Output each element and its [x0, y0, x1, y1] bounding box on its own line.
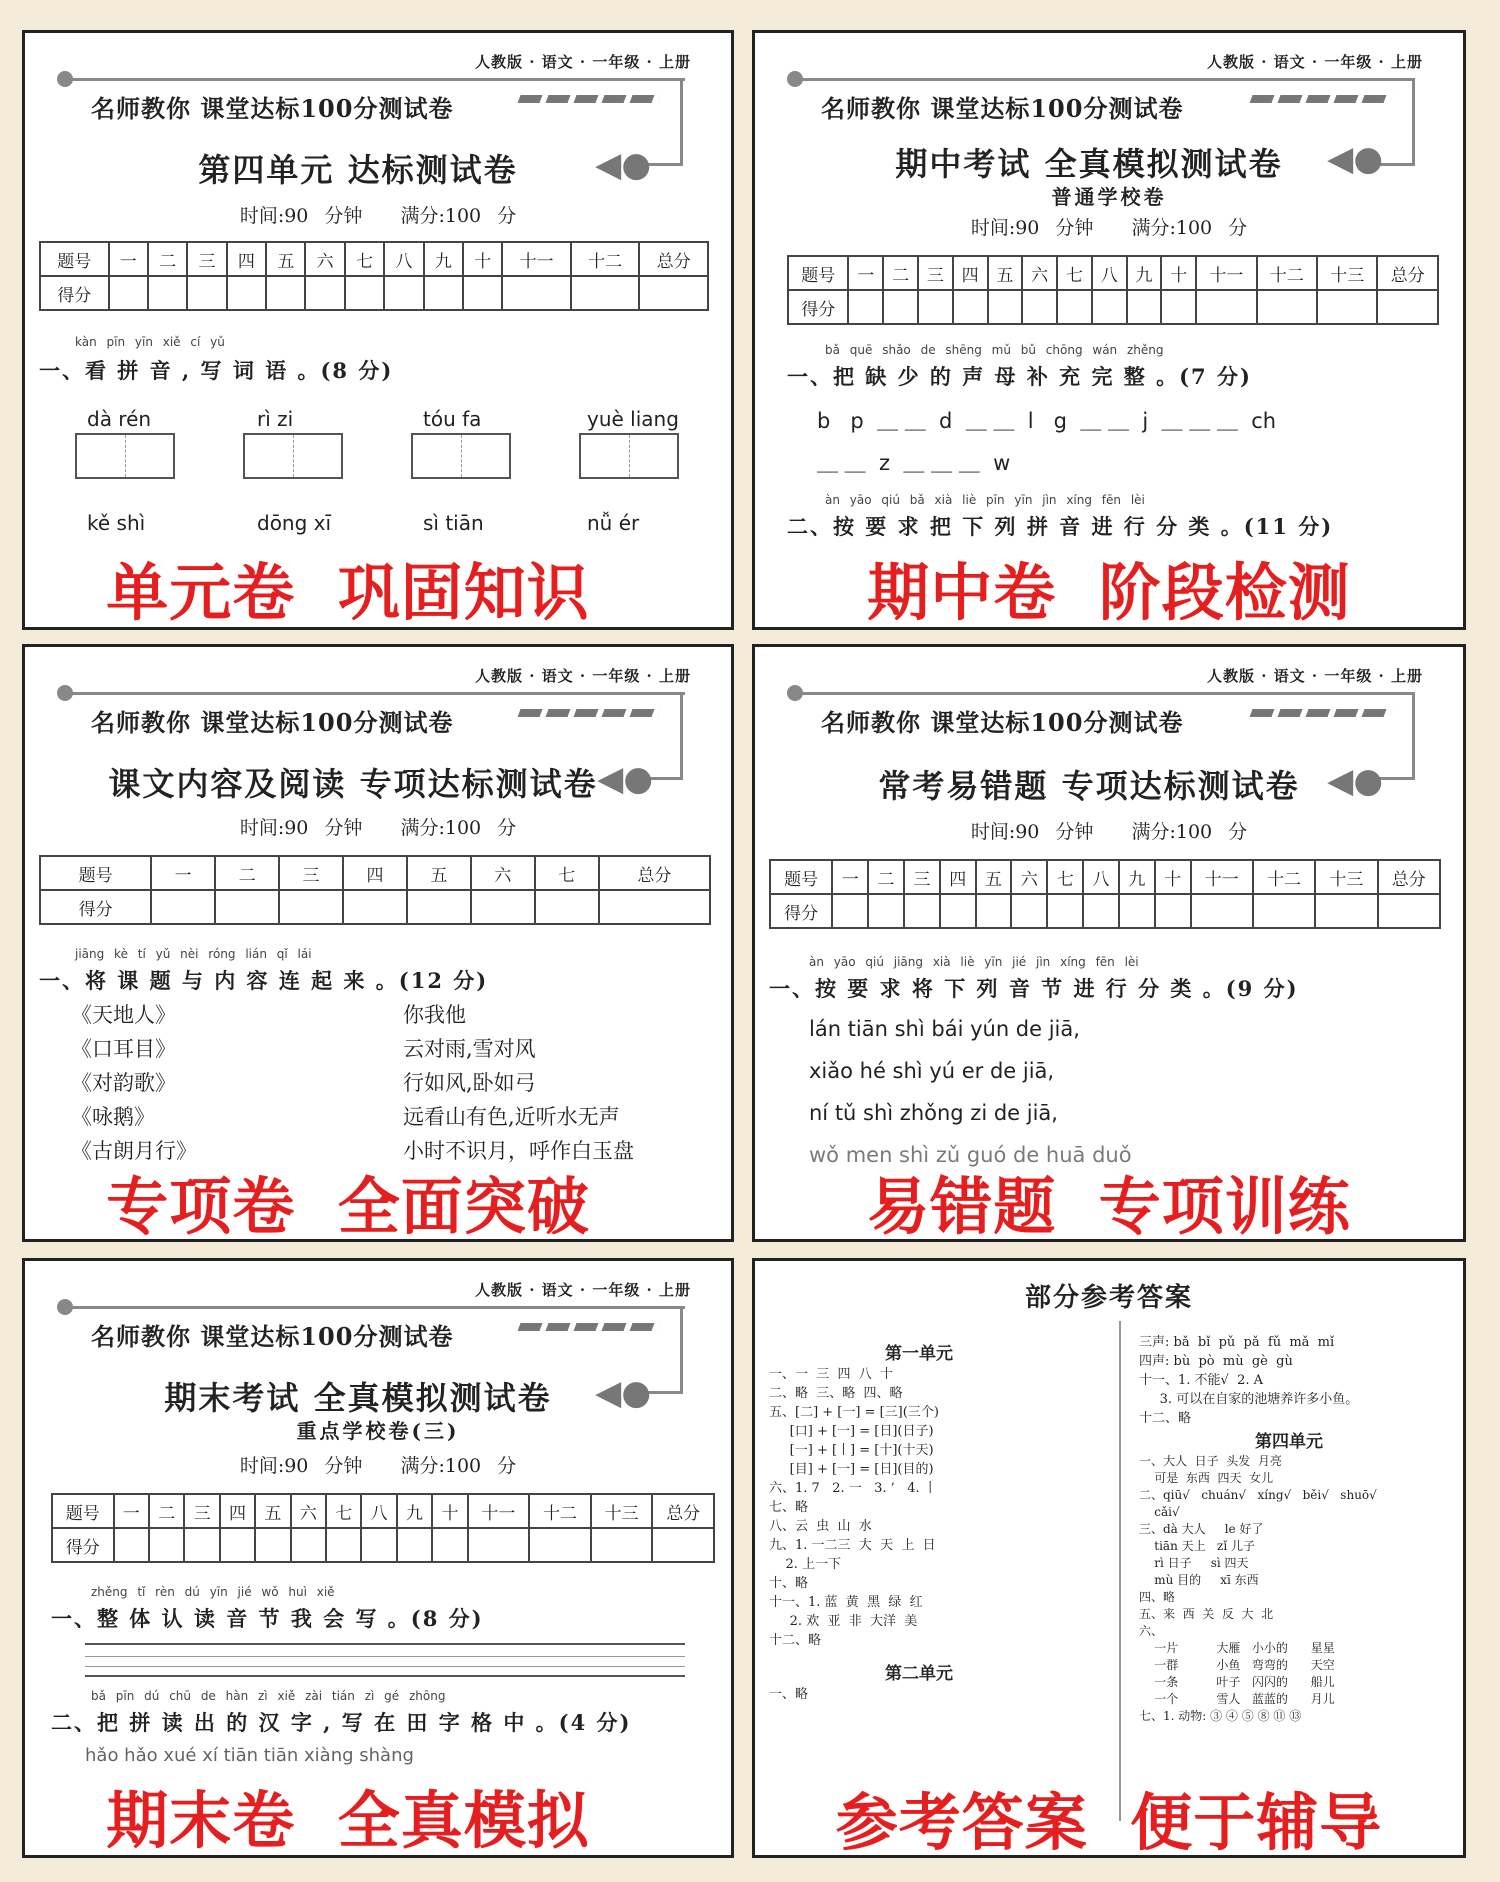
- score-cell: [345, 276, 384, 310]
- decorative-dashes: [518, 709, 661, 717]
- time-label: 时间:90 分钟: [239, 1455, 363, 1477]
- header-label-cell: 题号: [788, 256, 848, 290]
- card-midterm-test: [752, 30, 1466, 630]
- score-label-cell: 得分: [40, 890, 151, 924]
- lesson-title: 《天地人》: [71, 1003, 176, 1027]
- score-cell: [883, 290, 918, 324]
- score-cell: [343, 890, 407, 924]
- decorative-line: [65, 692, 685, 695]
- promo-banner: 专项卷 全面突破: [106, 1170, 590, 1242]
- question-pinyin: kàn pīn yīn xiě cí yǔ: [75, 335, 225, 349]
- question-number-cell: 十: [1161, 256, 1196, 290]
- question-number-cell: 七: [1047, 860, 1083, 894]
- question-1: 一、将 课 题 与 内 容 连 起 来 。(12 分): [39, 968, 489, 993]
- score-cell: [114, 1528, 149, 1562]
- test-title: 常考易错题 专项达标测试卷: [878, 767, 1300, 805]
- series-title: 名师教你 课堂达标100分测试卷: [821, 708, 1184, 737]
- answer-text: 三声: bǎ bǐ pǔ pǎ fǔ mǎ mǐ 四声: bù pò mù gè gù 十一、1. 不能√ 2. A 3. 可以在自家的池塘养许多小鱼。 十二、略: [1139, 1335, 1359, 1426]
- header-label-cell: 题号: [770, 860, 832, 894]
- score-cell: [1011, 894, 1047, 928]
- time-label: 时间:90 分钟: [239, 817, 363, 839]
- lesson-content: 小时不识月，呼作白玉盘: [403, 1139, 634, 1163]
- question-number-cell: 十二: [1257, 256, 1317, 290]
- question-2: 二、按 要 求 把 下 列 拼 音 进 行 分 类 。(11 分): [787, 514, 1334, 539]
- score-cell: [1161, 290, 1196, 324]
- question-pinyin: bǎ pīn dú chū de hàn zì xiě zài tián zì gé zhōng: [91, 1689, 446, 1703]
- question-number-cell: 二: [215, 856, 279, 890]
- question-number-cell: 六: [1011, 860, 1047, 894]
- score-cell: [397, 1528, 432, 1562]
- score-table: [769, 859, 1441, 929]
- time-score: [25, 1451, 731, 1478]
- question-number-cell: 八: [361, 1494, 396, 1528]
- total-label-cell: 总分: [1377, 256, 1438, 290]
- question-number-cell: 六: [291, 1494, 326, 1528]
- pinyin-sentence: xiǎo hé shì yú er de jiā,: [809, 1059, 1055, 1083]
- time-label: 时间:90 分钟: [970, 217, 1094, 239]
- score-cell: [279, 890, 343, 924]
- question-number-cell: 五: [976, 860, 1012, 894]
- question-number-cell: 四: [940, 860, 976, 894]
- question-number-cell: 一: [832, 860, 868, 894]
- question-number-cell: 七: [345, 242, 384, 276]
- question-number-cell: 六: [471, 856, 535, 890]
- question-number-cell: 三: [918, 256, 953, 290]
- score-cell: [407, 890, 471, 924]
- score-label-cell: 得分: [788, 290, 848, 324]
- score-cell: [109, 276, 148, 310]
- question-number-cell: 五: [266, 242, 305, 276]
- question-number-cell: 七: [1057, 256, 1092, 290]
- score-table: [39, 241, 709, 311]
- card-final-exam: [22, 1258, 734, 1858]
- score-table: [51, 1493, 715, 1563]
- score-cell: [832, 894, 868, 928]
- question-number-cell: 八: [384, 242, 423, 276]
- question-number-cell: 三: [187, 242, 226, 276]
- arrow-icon: ◀●: [1327, 139, 1383, 179]
- score-cell: [432, 1528, 467, 1562]
- question-number-cell: 二: [148, 242, 187, 276]
- arrow-icon: ◀●: [597, 759, 653, 799]
- question-1: 一、看 拼 音 , 写 词 语 。(8 分): [39, 358, 394, 383]
- question-number-cell: 九: [397, 1494, 432, 1528]
- full-score-label: 满分:100 分: [1131, 821, 1248, 843]
- pinyin-sentence: lán tiān shì bái yún de jiā,: [809, 1017, 1080, 1041]
- question-number-cell: 一: [151, 856, 215, 890]
- edition-label: 人教版 · 语文 · 一年级 · 上册: [474, 1281, 691, 1299]
- pinyin-word: nǚ ér: [587, 511, 640, 535]
- edition-label: 人教版 · 语文 · 一年级 · 上册: [1206, 53, 1423, 71]
- score-cell: [591, 1528, 653, 1562]
- question-2: 二、把 拼 读 出 的 汉 字 , 写 在 田 字 格 中 。(4 分): [51, 1710, 632, 1735]
- score-cell: [151, 890, 215, 924]
- pinyin-word: rì zi: [257, 407, 294, 431]
- question-number-cell: 二: [149, 1494, 184, 1528]
- pinyin-word: yuè liang: [587, 407, 679, 431]
- question-number-cell: 十三: [1315, 860, 1377, 894]
- question-number-cell: 十二: [529, 1494, 591, 1528]
- score-cell: [639, 276, 708, 310]
- answer-text: 一、略: [769, 1687, 809, 1702]
- question-number-cell: 二: [868, 860, 904, 894]
- full-score-label: 满分:100 分: [400, 205, 517, 227]
- arrow-icon: ◀●: [595, 145, 651, 185]
- question-number-cell: 九: [1127, 256, 1162, 290]
- question-number-cell: 九: [424, 242, 463, 276]
- question-number-cell: 三: [184, 1494, 219, 1528]
- lesson-title: 《咏鹅》: [71, 1105, 155, 1129]
- decorative-line: [795, 78, 1415, 81]
- question-number-cell: 七: [326, 1494, 361, 1528]
- score-cell: [361, 1528, 396, 1562]
- test-title: 期中考试 全真模拟测试卷: [895, 145, 1283, 183]
- score-cell: [1196, 290, 1256, 324]
- score-cell: [529, 1528, 591, 1562]
- pinyin-sentence: ní tǔ shì zhǒng zi de jiā,: [809, 1101, 1058, 1125]
- lesson-content: 云对雨,雪对风: [403, 1037, 536, 1061]
- question-number-cell: 十: [463, 242, 502, 276]
- promo-banner: 单元卷 巩固知识: [106, 556, 590, 629]
- score-label-cell: 得分: [52, 1528, 114, 1562]
- score-cell: [1022, 290, 1057, 324]
- score-cell: [266, 276, 305, 310]
- score-cell: [384, 276, 423, 310]
- writing-grid: [411, 433, 511, 479]
- question-number-cell: 四: [227, 242, 266, 276]
- unit-heading: 第四单元: [1255, 1432, 1323, 1452]
- card-error-prone-test: [752, 644, 1466, 1242]
- score-cell: [1315, 894, 1377, 928]
- question-number-cell: 十一: [502, 242, 571, 276]
- score-cell: [652, 1528, 714, 1562]
- lesson-content: 你我他: [403, 1003, 466, 1027]
- decorative-dashes: [1250, 95, 1393, 103]
- header-label-cell: 题号: [52, 1494, 114, 1528]
- writing-grid: [75, 433, 175, 479]
- score-cell: [424, 276, 463, 310]
- test-title: 期末考试 全真模拟测试卷: [164, 1379, 552, 1417]
- total-label-cell: 总分: [652, 1494, 714, 1528]
- score-cell: [599, 890, 710, 924]
- score-cell: [326, 1528, 361, 1562]
- question-number-cell: 五: [988, 256, 1023, 290]
- writing-lines: [85, 1643, 685, 1677]
- question-number-cell: 四: [343, 856, 407, 890]
- question-number-cell: 三: [279, 856, 343, 890]
- score-cell: [1317, 290, 1377, 324]
- question-number-cell: 十: [1155, 860, 1191, 894]
- unit-heading: 第二单元: [885, 1664, 953, 1684]
- question-number-cell: 八: [1083, 860, 1119, 894]
- unit-heading: 第一单元: [885, 1344, 953, 1364]
- question-number-cell: 六: [305, 242, 344, 276]
- time-label: 时间:90 分钟: [970, 821, 1094, 843]
- score-cell: [1377, 290, 1438, 324]
- decorative-dashes: [518, 95, 661, 103]
- question-number-cell: 十: [432, 1494, 467, 1528]
- promo-banner: 期中卷 阶段检测: [867, 556, 1351, 629]
- score-cell: [571, 276, 640, 310]
- score-cell: [215, 890, 279, 924]
- full-score-label: 满分:100 分: [400, 1455, 517, 1477]
- card-reading-test: [22, 644, 734, 1242]
- question-number-cell: 七: [535, 856, 599, 890]
- decorative-line: [795, 692, 1415, 695]
- lesson-content: 远看山有色,近听水无声: [403, 1105, 620, 1129]
- score-cell: [471, 890, 535, 924]
- score-cell: [1083, 894, 1119, 928]
- score-table: [39, 855, 711, 925]
- question-pinyin: zhěng tǐ rèn dú yīn jié wǒ huì xiě: [91, 1585, 335, 1599]
- question-number-cell: 十一: [1196, 256, 1256, 290]
- total-label-cell: 总分: [599, 856, 710, 890]
- score-cell: [1378, 894, 1440, 928]
- time-label: 时间:90 分钟: [239, 205, 363, 227]
- test-subtitle: 重点学校卷(三): [296, 1419, 460, 1443]
- pinyin-word: sì tiān: [423, 511, 484, 535]
- score-cell: [255, 1528, 290, 1562]
- pinyin-word: dà rén: [87, 407, 152, 431]
- question-number-cell: 十三: [591, 1494, 653, 1528]
- score-cell: [868, 894, 904, 928]
- card-answer-key: [752, 1258, 1466, 1858]
- question-number-cell: 五: [255, 1494, 290, 1528]
- question-number-cell: 一: [114, 1494, 149, 1528]
- time-score: [755, 817, 1463, 844]
- series-title: 名师教你 课堂达标100分测试卷: [91, 94, 454, 123]
- answer-text: 一、一 三 四 八 十 二、略 三、略 四、略 五、[二] + [一] = [三](三个) [口] + [一] = [日](日子) [一] + [丨] = [十](十天) [目] + [一] = [日](目的) 六、1. 7 2. 一 3. ’ 4. 丨 七、略 八、云 虫 山 水 九、1. 一二三 大 天 上 日 2. 上一下 十、略 十一、1. 蓝 黄 黑 绿 红 2. 欢 亚 非 大洋 美 十二、略: [769, 1367, 939, 1648]
- question-number-cell: 五: [407, 856, 471, 890]
- lesson-content: 行如风,卧如弓: [403, 1071, 536, 1095]
- score-cell: [953, 290, 988, 324]
- lesson-title: 《口耳目》: [71, 1037, 176, 1061]
- question-number-cell: 十二: [1253, 860, 1315, 894]
- score-cell: [305, 276, 344, 310]
- score-cell: [1253, 894, 1315, 928]
- score-cell: [1047, 894, 1083, 928]
- question-number-cell: 二: [883, 256, 918, 290]
- edition-label: 人教版 · 语文 · 一年级 · 上册: [474, 53, 691, 71]
- question-number-cell: 一: [109, 242, 148, 276]
- total-label-cell: 总分: [1378, 860, 1440, 894]
- full-score-label: 满分:100 分: [400, 817, 517, 839]
- question-number-cell: 一: [848, 256, 883, 290]
- pinyin-sentence: wǒ men shì zǔ guó de huā duǒ: [809, 1143, 1132, 1167]
- score-cell: [940, 894, 976, 928]
- score-cell: [184, 1528, 219, 1562]
- writing-grid: [243, 433, 343, 479]
- series-title: 名师教你 课堂达标100分测试卷: [821, 94, 1184, 123]
- question-pinyin: àn yāo qiú bǎ xià liè pīn yīn jìn xíng fēn lèi: [825, 493, 1145, 507]
- answer-text: 一、大人 日子 头发 月亮 可是 东西 四天 女儿 二、qiū√ chuán√ xíng√ běi√ shuō√ cǎi√ 三、dà 大人 le 好了 tiān 天上 zǐ 儿子 rì 日子 sì 四天 mù 目的 xī 东西 四、略 五、来 西 关 反 大 北 六、 一片 大雁 小小的 星星 一群 小鱼 弯弯的 天空 一条 叶子 闪闪的 船儿 一个 雪人 蓝蓝的 月儿 七、1. 动物: ③ ④ ⑤ ⑧ ⑪ ⑬: [1139, 1454, 1377, 1723]
- arrow-icon: ◀●: [595, 1373, 651, 1413]
- initials-line: ＿ ＿ z ＿ ＿ ＿ w: [817, 451, 1011, 475]
- question-pinyin: jiāng kè tí yǔ nèi róng lián qǐ lái: [75, 947, 312, 961]
- score-label-cell: 得分: [40, 276, 109, 310]
- promo-banner: 易错题 专项训练: [867, 1170, 1351, 1242]
- decorative-line: [65, 1306, 685, 1309]
- question-number-cell: 三: [904, 860, 940, 894]
- score-cell: [918, 290, 953, 324]
- score-cell: [502, 276, 571, 310]
- score-cell: [463, 276, 502, 310]
- lesson-title: 《古朗月行》: [71, 1139, 197, 1163]
- edition-label: 人教版 · 语文 · 一年级 · 上册: [474, 667, 691, 685]
- card-unit-test: [22, 30, 734, 630]
- score-cell: [988, 290, 1023, 324]
- edition-label: 人教版 · 语文 · 一年级 · 上册: [1206, 667, 1423, 685]
- question-number-cell: 九: [1119, 860, 1155, 894]
- test-title: 课文内容及阅读 专项达标测试卷: [108, 765, 598, 803]
- column-divider: [1119, 1321, 1121, 1821]
- question-number-cell: 八: [1092, 256, 1127, 290]
- score-cell: [1155, 894, 1191, 928]
- writing-grid: [579, 433, 679, 479]
- score-cell: [1127, 290, 1162, 324]
- pinyin-sentence: hǎo hǎo xué xí tiān tiān xiàng shàng: [85, 1745, 414, 1766]
- question-1: 一、按 要 求 将 下 列 音 节 进 行 分 类 。(9 分): [769, 976, 1299, 1001]
- test-title: 第四单元 达标测试卷: [198, 151, 518, 189]
- question-1: 一、把 缺 少 的 声 母 补 充 完 整 。(7 分): [787, 364, 1252, 389]
- score-cell: [1191, 894, 1253, 928]
- pinyin-word: kě shì: [87, 511, 146, 535]
- lesson-title: 《对韵歌》: [71, 1071, 176, 1095]
- question-number-cell: 十三: [1317, 256, 1377, 290]
- question-number-cell: 四: [953, 256, 988, 290]
- header-label-cell: 题号: [40, 856, 151, 890]
- question-1: 一、整 体 认 读 音 节 我 会 写 。(8 分): [51, 1606, 484, 1631]
- total-label-cell: 总分: [639, 242, 708, 276]
- score-cell: [1092, 290, 1127, 324]
- promo-banner: 参考答案 便于辅导: [835, 1786, 1383, 1858]
- score-cell: [187, 276, 226, 310]
- score-cell: [848, 290, 883, 324]
- score-cell: [220, 1528, 255, 1562]
- pinyin-word: tóu fa: [423, 407, 482, 431]
- decorative-dashes: [1250, 709, 1393, 717]
- time-score: [755, 213, 1463, 240]
- arrow-icon: ◀●: [1327, 761, 1383, 801]
- decorative-line: [65, 78, 685, 81]
- question-number-cell: 十二: [571, 242, 640, 276]
- question-number-cell: 六: [1022, 256, 1057, 290]
- full-score-label: 满分:100 分: [1131, 217, 1248, 239]
- score-cell: [1119, 894, 1155, 928]
- series-title: 名师教你 课堂达标100分测试卷: [91, 1322, 454, 1351]
- score-cell: [227, 276, 266, 310]
- score-cell: [291, 1528, 326, 1562]
- series-title: 名师教你 课堂达标100分测试卷: [91, 708, 454, 737]
- initials-line: b p ＿ ＿ d ＿ ＿ l g ＿ ＿ j ＿ ＿ ＿ ch: [817, 409, 1277, 433]
- score-cell: [149, 1528, 184, 1562]
- time-score: [25, 813, 731, 840]
- header-label-cell: 题号: [40, 242, 109, 276]
- score-table: [787, 255, 1439, 325]
- score-cell: [468, 1528, 530, 1562]
- score-label-cell: 得分: [770, 894, 832, 928]
- question-number-cell: 十一: [468, 1494, 530, 1528]
- score-cell: [904, 894, 940, 928]
- question-number-cell: 四: [220, 1494, 255, 1528]
- promo-banner: 期末卷 全真模拟: [106, 1784, 590, 1857]
- test-subtitle: 普通学校卷: [1051, 185, 1167, 209]
- question-pinyin: àn yāo qiú jiāng xià liè yīn jié jìn xíng fēn lèi: [809, 955, 1139, 969]
- question-number-cell: 十一: [1191, 860, 1253, 894]
- score-cell: [1057, 290, 1092, 324]
- score-cell: [535, 890, 599, 924]
- time-score: [25, 201, 731, 228]
- score-cell: [976, 894, 1012, 928]
- decorative-dashes: [518, 1323, 661, 1331]
- score-cell: [148, 276, 187, 310]
- pinyin-word: dōng xī: [257, 511, 332, 535]
- answer-key-title: 部分参考答案: [1024, 1283, 1193, 1313]
- score-cell: [1257, 290, 1317, 324]
- question-pinyin: bǎ quē shǎo de shēng mǔ bǔ chōng wán zhěng: [825, 343, 1164, 357]
